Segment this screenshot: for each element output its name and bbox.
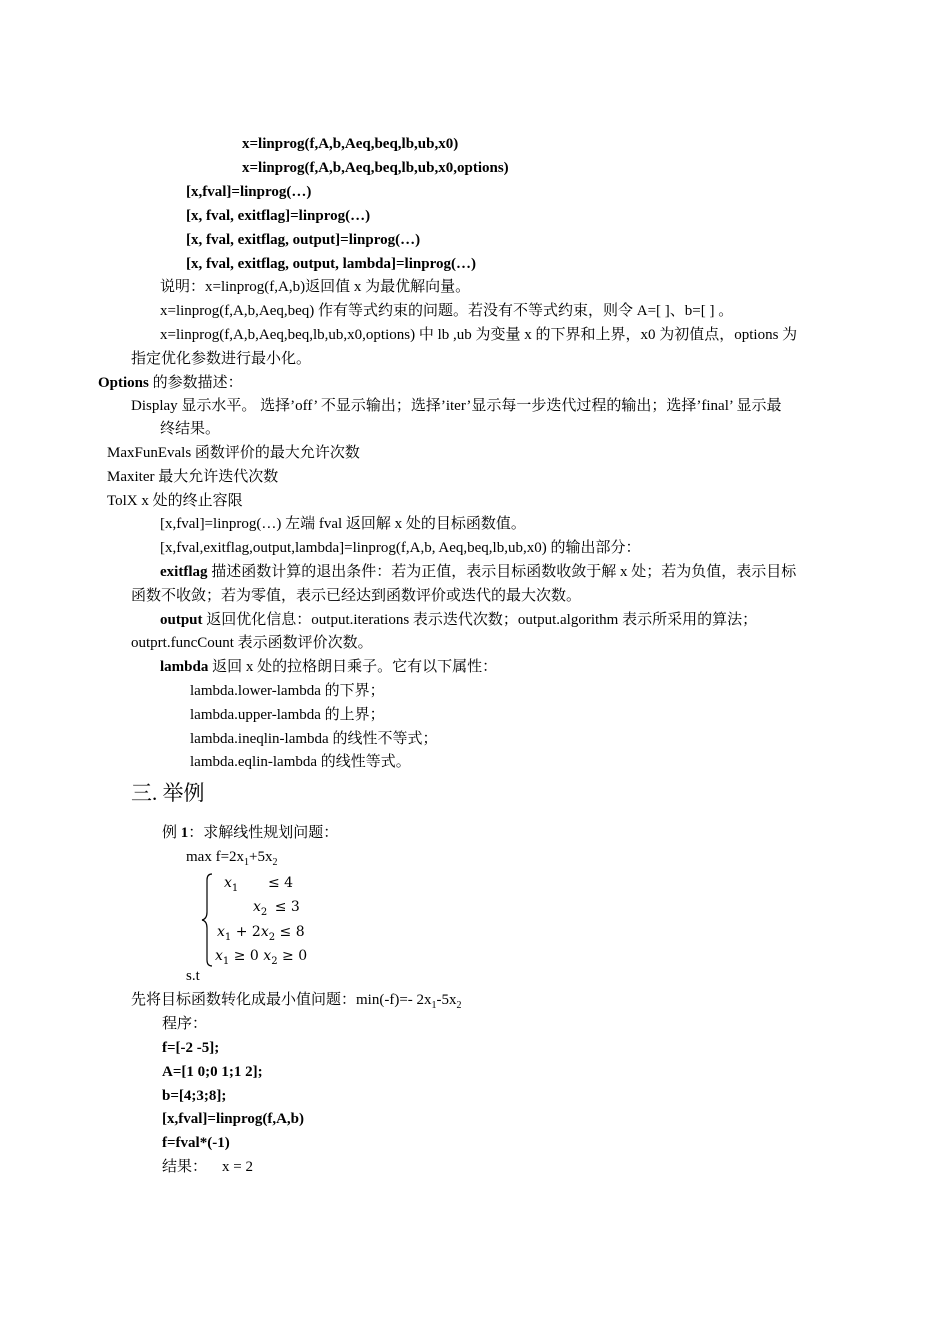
exitflag-keyword: exitflag	[160, 564, 208, 580]
desc-line-3a: x=linprog(f,A,b,Aeq,beq,lb,ub,x0,options) 中 lb ,ub 为变量 x 的下界和上界，x0 为初值点，options 为	[160, 327, 798, 343]
output-text: 返回优化信息：output.iterations 表示迭代次数；output.algorithm 表示所采用的算法；	[202, 612, 758, 628]
syntax-line-4: [x, fval, exitflag]=linprog(…)	[186, 208, 371, 224]
result-line: 结果： x = 2	[162, 1159, 253, 1175]
options-title-bold: Options	[98, 375, 149, 391]
syntax-line-2: x=linprog(f,A,b,Aeq,beq,lb,ub,x0,options)	[242, 160, 509, 176]
outputs-lambda-a	[160, 658, 497, 676]
syntax-line-1: x=linprog(f,A,b,Aeq,beq,lb,ub,x0)	[242, 136, 459, 152]
lambda-item: lambda.ineqlin-lambda 的线性不等式；	[190, 731, 438, 747]
code-line: f=fval*(-1)	[162, 1135, 230, 1151]
syntax-line-3: [x,fval]=linprog(…)	[186, 184, 312, 200]
constraint-4	[215, 948, 308, 967]
lambda-item: lambda.upper-lambda 的上界；	[190, 707, 385, 723]
c4-b: x	[263, 948, 272, 964]
options-title	[98, 374, 243, 392]
syntax-line-6: [x, fval, exitflag, output, lambda]=linprog(…)	[186, 256, 476, 272]
lambda-item: lambda.lower-lambda 的下界；	[190, 683, 385, 699]
c3-a: x	[217, 924, 225, 940]
constraint-2	[253, 899, 300, 918]
output-keyword: output	[160, 612, 203, 628]
desc-line-3b: 指定优化参数进行最小化。	[131, 351, 312, 367]
constraint-3	[217, 924, 305, 943]
c3-rel: ≤ 8	[275, 924, 305, 940]
c1-var: x	[224, 875, 232, 891]
outputs-full-line: [x,fval,exitflag,output,lambda]=linprog(f,A,b, Aeq,beq,lb,ub,x0) 的输出部分：	[160, 540, 641, 556]
c2-var: x	[253, 899, 261, 915]
program-label: 程序：	[162, 1016, 208, 1032]
objective-function	[186, 848, 278, 866]
example-label-pre: 例	[162, 825, 181, 841]
options-maxfunevals: MaxFunEvals 函数评价的最大允许次数	[107, 445, 360, 461]
example-label	[162, 824, 338, 842]
c1-sub: 1	[231, 883, 239, 894]
code-line: f=[-2 -5];	[162, 1040, 220, 1056]
options-title-rest: 的参数描述：	[148, 375, 243, 391]
convert-sub-2: 2	[456, 1000, 462, 1011]
convert-pre: 先将目标函数转化成最小值问题：min(-f)=- 2x	[131, 992, 432, 1008]
section-heading: 三. 举例	[131, 781, 205, 805]
options-display-a: Display 显示水平。 选择’off’ 不显示输出；选择’iter’显示每一步迭代过程的输出；选择’final’ 显示最	[131, 398, 782, 414]
code-line: b=[4;3;8];	[162, 1088, 227, 1104]
convert-sub-1: 1	[431, 1000, 437, 1011]
desc-line-2: x=linprog(f,A,b,Aeq,beq) 作有等式约束的问题。若没有不等式约束，则令 A=[ ]、b=[ ] 。	[160, 303, 734, 319]
c4-rel-1: ≥ 0	[229, 948, 264, 964]
options-display-b: 终结果。	[160, 421, 221, 437]
constraint-1	[224, 875, 294, 894]
objective-pre: max f=2x	[186, 849, 245, 865]
lambda-item: lambda.eqlin-lambda 的线性等式。	[190, 754, 411, 770]
objective-sub-1: 1	[244, 857, 250, 868]
c3-a-sub: 1	[224, 932, 232, 943]
options-maxiter: Maxiter 最大允许迭代次数	[107, 469, 279, 485]
c2-rel: ≤ 3	[274, 899, 300, 915]
c1-rel: ≤ 4	[268, 875, 294, 891]
c3-b-sub: 2	[268, 932, 276, 943]
c4-rel-2: ≥ 0	[277, 948, 308, 964]
c4-a-sub: 1	[222, 956, 230, 967]
outputs-exitflag-b: 函数不收敛；若为零值，表示已经达到函数评价或迭代的最大次数。	[131, 588, 582, 604]
c2-sub: 2	[260, 907, 268, 918]
desc-line-1: 说明：x=linprog(f,A,b)返回值 x 为最优解向量。	[160, 279, 471, 295]
objective-mid: +5x	[249, 849, 273, 865]
convert-mid: -5x	[436, 992, 457, 1008]
left-brace-icon	[200, 872, 214, 968]
c3-mid: + 2	[231, 924, 261, 940]
c4-a: x	[215, 948, 223, 964]
c4-b-sub: 2	[271, 956, 278, 967]
code-line: [x,fval]=linprog(f,A,b)	[162, 1111, 305, 1127]
code-line: A=[1 0;0 1;1 2];	[162, 1064, 263, 1080]
options-tolx: TolX x 处的终止容限	[107, 493, 243, 509]
exitflag-text: 描述函数计算的退出条件：若为正值，表示目标函数收敛于解 x 处；若为负值，表示目标	[207, 564, 797, 580]
objective-sub-2: 2	[272, 857, 278, 868]
lambda-text: 返回 x 处的拉格朗日乘子。它有以下属性：	[208, 659, 498, 675]
example-label-num: 1	[180, 825, 189, 841]
convert-line	[131, 991, 462, 1009]
outputs-fval-line: [x,fval]=linprog(…) 左端 fval 返回解 x 处的目标函数值。	[160, 516, 526, 532]
syntax-line-5: [x, fval, exitflag, output]=linprog(…)	[186, 232, 421, 248]
subject-to-label: s.t	[186, 968, 200, 984]
example-label-rest: ：求解线性规划问题：	[188, 825, 339, 841]
c3-b: x	[260, 924, 269, 940]
outputs-output-b: outprt.funcCount 表示函数评价次数。	[131, 635, 373, 651]
lambda-keyword: lambda	[160, 659, 209, 675]
outputs-output-a	[160, 611, 757, 629]
outputs-exitflag-a	[160, 563, 796, 581]
